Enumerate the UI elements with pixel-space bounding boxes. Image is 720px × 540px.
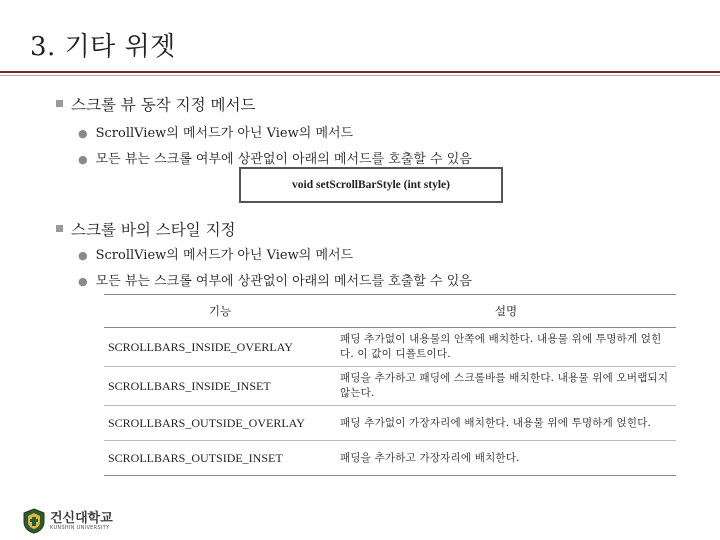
title-divider (0, 71, 720, 73)
dot-bullet-icon: ● (78, 249, 88, 262)
table-header-row (104, 295, 676, 328)
class-name-scrollview: ScrollView (95, 126, 167, 141)
style-constant: SCROLLBARS_INSIDE_INSET (104, 367, 336, 406)
dot-bullet-icon: ● (78, 127, 88, 140)
bullet-item (78, 244, 353, 263)
style-description: 패딩 추가없이 가장자리에 배치한다. 내용물 위에 투명하게 얹힌다. (336, 406, 676, 441)
square-bullet-icon (56, 100, 63, 107)
university-logo (22, 508, 113, 534)
table-row (104, 367, 676, 406)
university-name-en: KUNSHIN UNIVERSITY (50, 524, 110, 531)
section-heading-text: 스크롤 뷰 동작 지정 메서드 (71, 96, 256, 114)
class-name-view: View (266, 248, 299, 263)
header-description: 설명 (336, 295, 676, 328)
bullet-text: 의 메서드 (298, 126, 354, 141)
bullet-text: 모든 뷰는 스크롤 여부에 상관없이 아래의 메서드를 호출할 수 있음 (95, 152, 472, 167)
table-row (104, 406, 676, 441)
dot-bullet-icon: ● (78, 153, 88, 166)
style-constant: SCROLLBARS_OUTSIDE_INSET (104, 441, 336, 476)
university-emblem-icon (22, 508, 46, 534)
bullet-text: 모든 뷰는 스크롤 여부에 상관없이 아래의 메서드를 호출할 수 있음 (95, 274, 472, 289)
title-divider-thin (0, 75, 720, 76)
bullet-item (78, 148, 472, 167)
bullet-item (78, 122, 353, 141)
method-signature: void setScrollBarStyle (int style) (292, 179, 450, 191)
header-function: 기능 (104, 295, 336, 328)
university-name: 건신대학교 (50, 510, 113, 526)
bullet-text: 의 메서드 (298, 248, 354, 263)
method-signature-box (239, 167, 503, 203)
slide-title: 3. 기타 위젯 (30, 32, 176, 62)
table-row (104, 441, 676, 476)
square-bullet-icon (56, 225, 63, 232)
class-name-view: View (266, 126, 299, 141)
bullet-text: 의 메서드가 아닌 (166, 248, 267, 263)
style-description: 패딩을 추가하고 가장자리에 배치한다. (336, 441, 676, 476)
style-description: 패딩을 추가하고 패딩에 스크롤바를 배치한다. 내용물 위에 오버랩되지 않는다. (336, 367, 676, 406)
scrollbar-style-table (104, 294, 676, 476)
style-description: 패딩 추가없이 내용물의 안쪽에 배치한다. 내용물 위에 투명하게 얹힌다. 이 값이 디폴트이다. (336, 328, 676, 367)
dot-bullet-icon: ● (78, 275, 88, 288)
style-constant: SCROLLBARS_INSIDE_OVERLAY (104, 328, 336, 367)
table-row (104, 328, 676, 367)
class-name-scrollview: ScrollView (95, 248, 167, 263)
style-constant: SCROLLBARS_OUTSIDE_OVERLAY (104, 406, 336, 441)
section-heading-text: 스크롤 바의 스타일 지정 (71, 221, 236, 239)
bullet-text: 의 메서드가 아닌 (166, 126, 267, 141)
section-heading-scrollbar-style (56, 218, 236, 240)
bullet-item (78, 270, 472, 289)
section-heading-scroll-behavior (56, 93, 255, 115)
